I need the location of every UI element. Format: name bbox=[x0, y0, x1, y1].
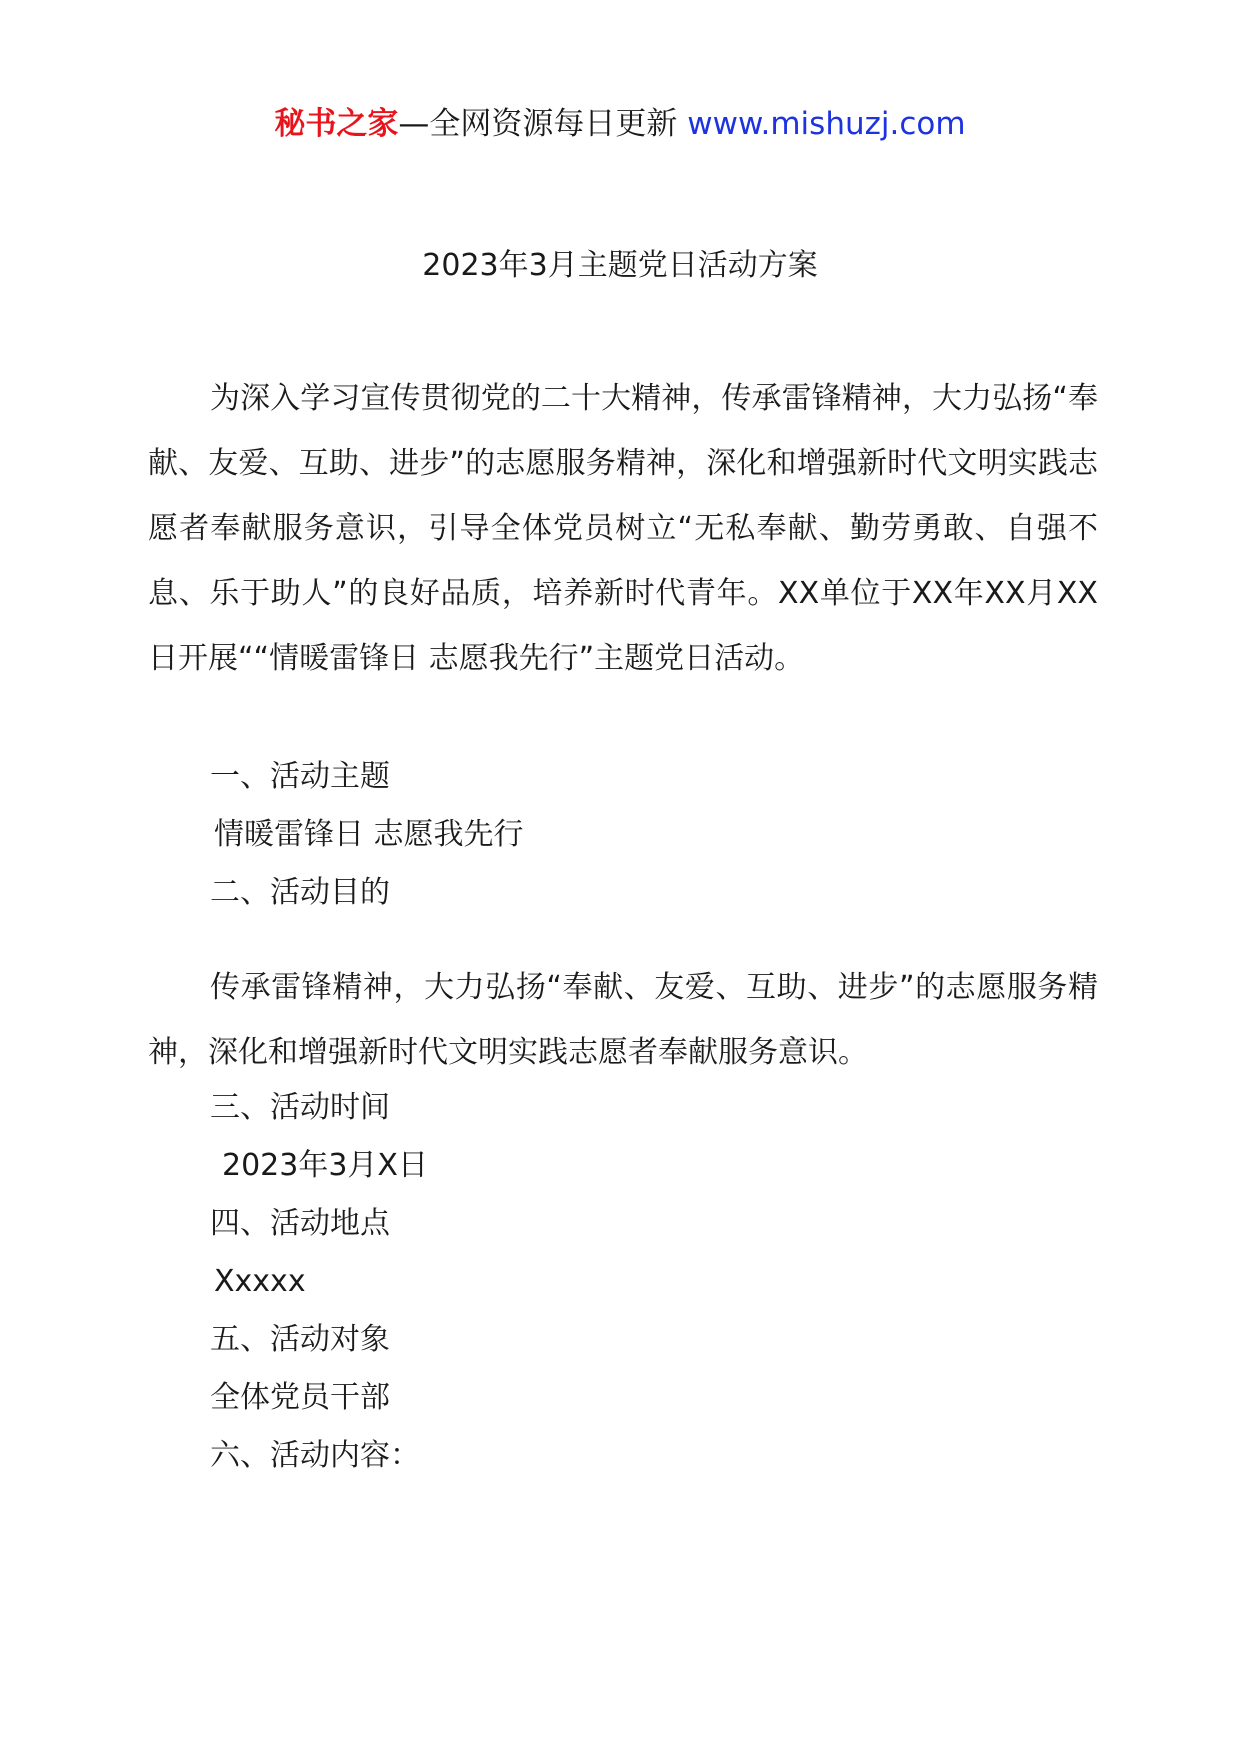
site-header bbox=[0, 100, 1240, 148]
section-content-theme: 情暖雷锋日 志愿我先行 bbox=[214, 817, 524, 852]
intro-paragraph: 为深入学习宣传贯彻党的二十大精神，传承雷锋精神，大力弘扬“奉献、友爱、互助、进步”的志愿服务精神，深化和增强新时代文明实践志愿者奉献服务意识，引导全体党员树立“无私奉献、勤劳勇敢、自强不息、乐于助人”的良好品质，培养新时代青年。XX单位于XX年XX月XX日开展““情暖雷锋日 志愿我先行”主题党日活动。 bbox=[148, 381, 1098, 676]
section-content-purpose: 传承雷锋精神，大力弘扬“奉献、友爱、互助、进步”的志愿服务精神，深化和增强新时代文明实践志愿者奉献服务意识。 bbox=[148, 970, 1098, 1070]
section-content-time: 2023年3月X日 bbox=[222, 1148, 428, 1183]
brand-name: 秘书之家 bbox=[274, 106, 399, 142]
site-url[interactable]: www.mishuzj.com bbox=[687, 106, 966, 142]
section-heading-theme: 一、活动主题 bbox=[210, 759, 390, 794]
section-heading-audience: 五、活动对象 bbox=[210, 1322, 390, 1357]
section-content-location: Xxxxx bbox=[214, 1264, 306, 1299]
section-heading-purpose: 二、活动目的 bbox=[210, 875, 390, 910]
section-heading-location: 四、活动地点 bbox=[210, 1206, 390, 1241]
header-slogan: —全网资源每日更新 bbox=[398, 106, 688, 142]
section-heading-time: 三、活动时间 bbox=[210, 1090, 390, 1125]
section-heading-content: 六、活动内容： bbox=[210, 1438, 420, 1473]
section-content-audience: 全体党员干部 bbox=[210, 1380, 390, 1415]
document-title: 2023年3月主题党日活动方案 bbox=[422, 248, 818, 283]
